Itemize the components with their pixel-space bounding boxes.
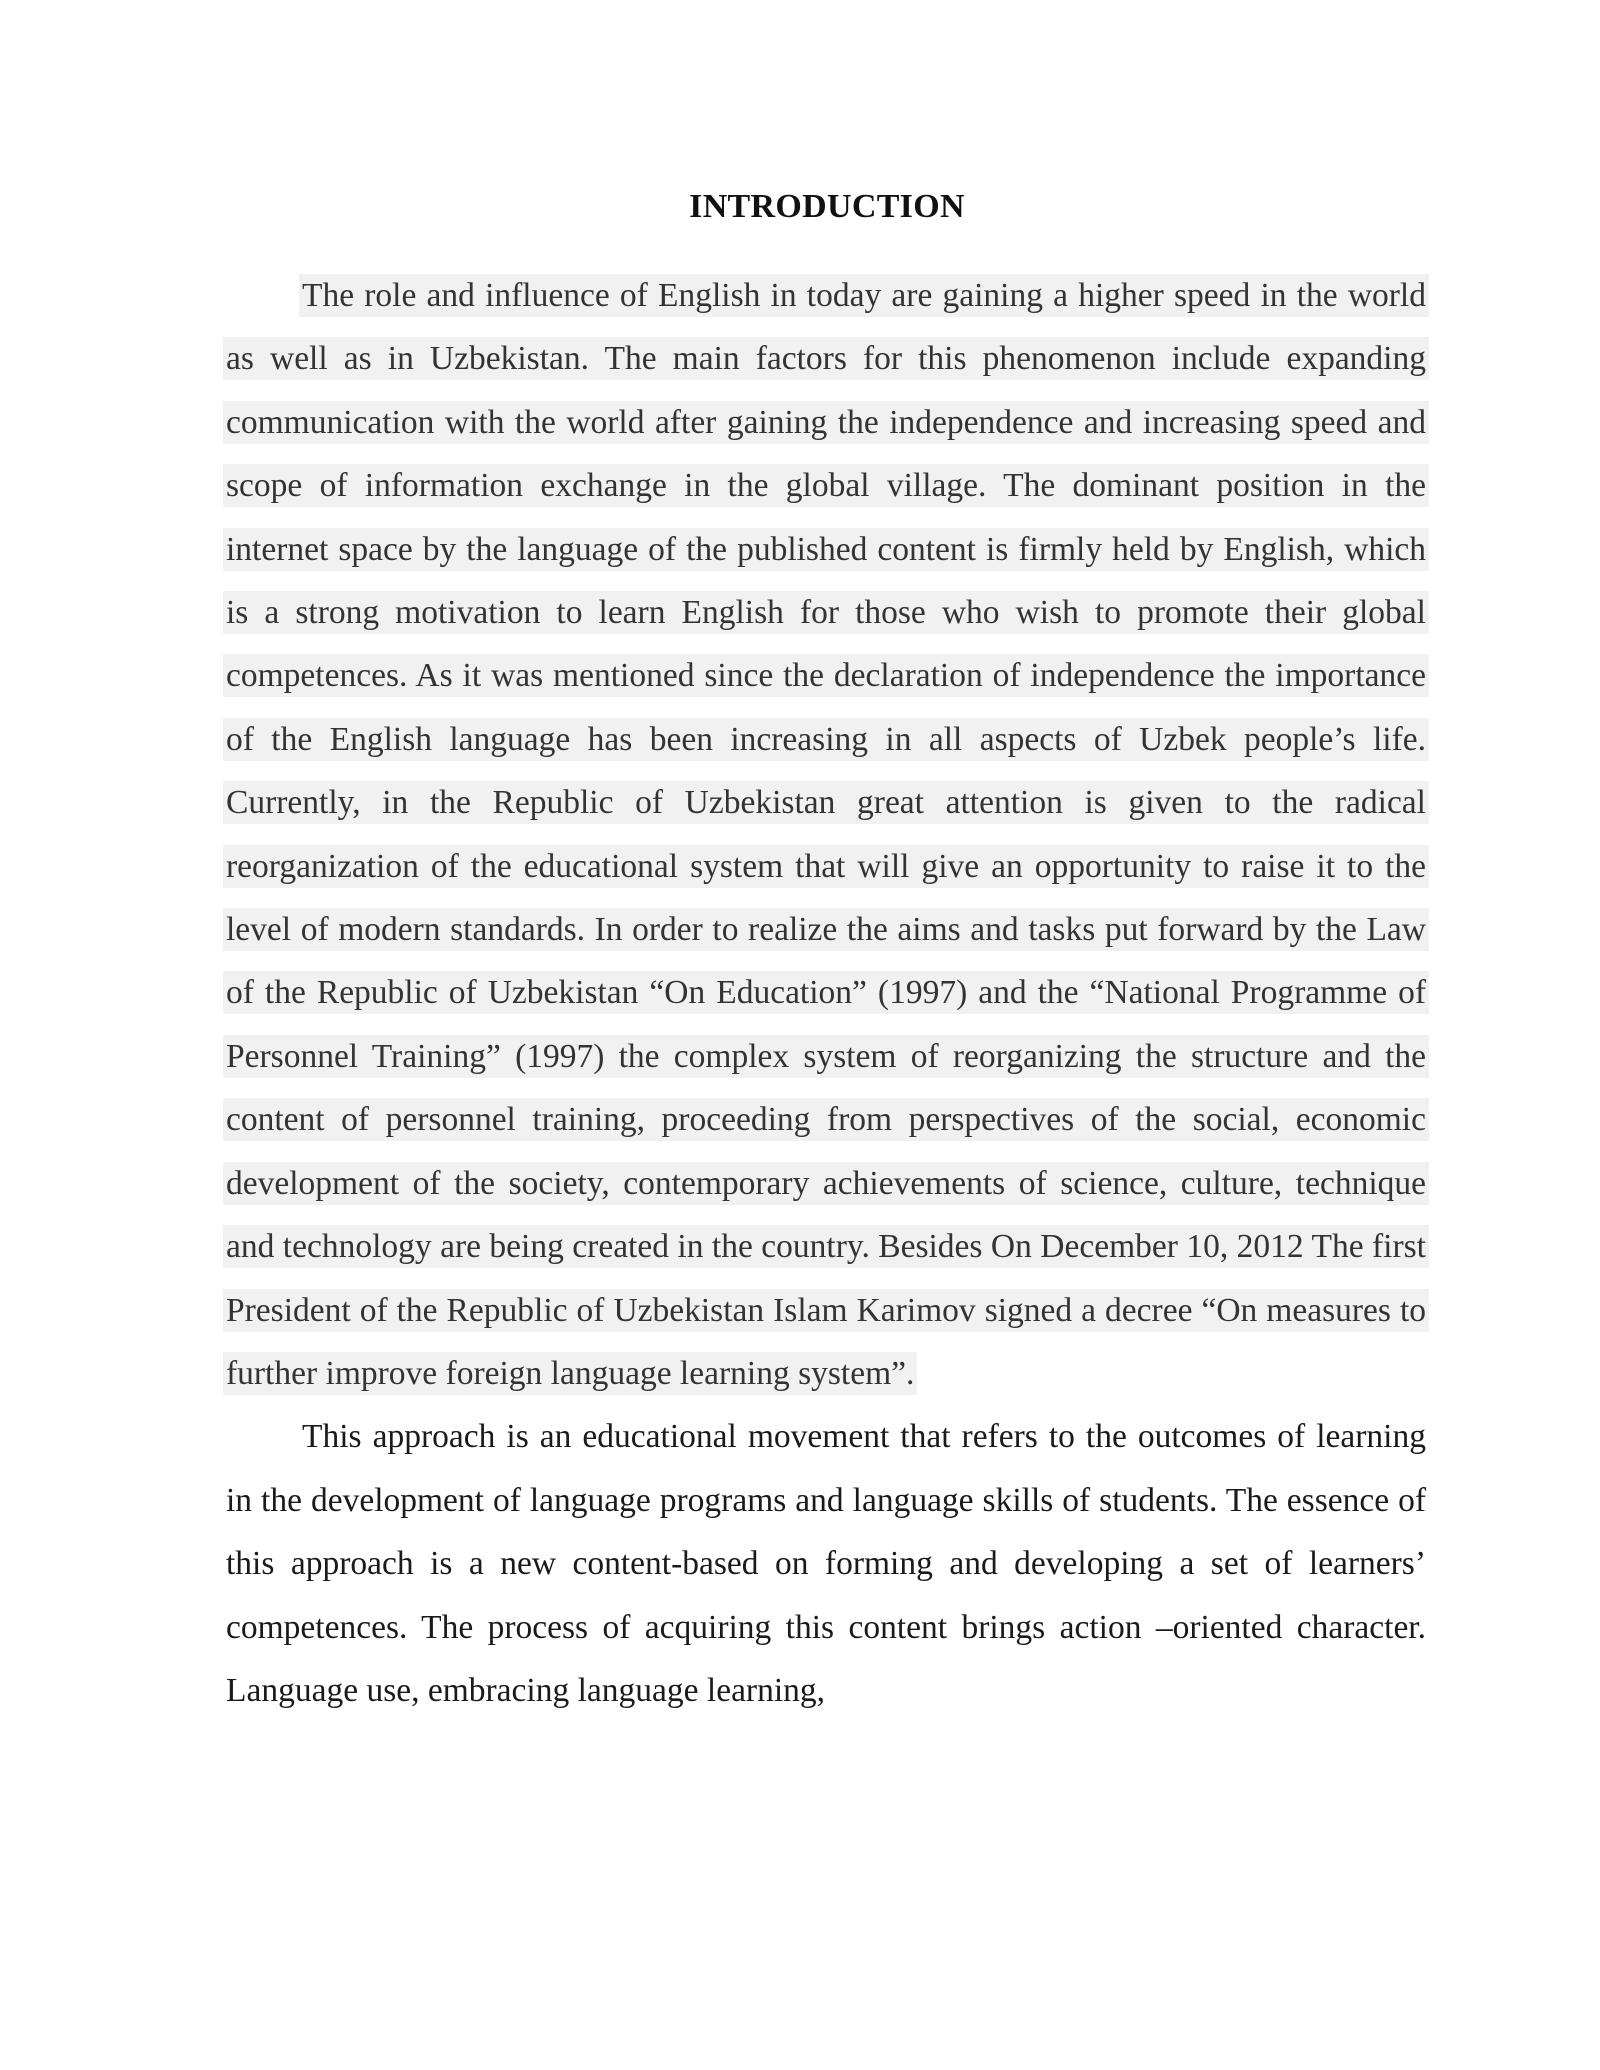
paragraph-2: [226, 1405, 1426, 1722]
paragraph-1-text: The role and influence of English in today are gaining a higher speed in the world as well as in Uzbekistan. The main factors for this phenomenon include expanding communication with the world after gaining the independence and increasing speed and scope of information exchange in the global village. The dominant position in the internet space by the language of the published content is firmly held by English, which is a strong motivation to learn English for those who wish to promote their global competences. As it was mentioned since the declaration of independence the importance of the English language has been increasing in all aspects of Uzbek people’s life. Currently, in the Republic of Uzbekistan great attention is given to the radical reorganization of the educational system that will give an opportunity to raise it to the level of modern standards. In order to realize the aims and tasks put forward by the Law of the Republic of Uzbekistan “On Education” (1997) and the “National Programme of Personnel Training” (1997) the complex system of reorganizing the structure and the content of personnel training, proceeding from perspectives of the social, economic development of the society, contemporary achievements of science, culture, technique and technology are being created in the country. Besides On December 10, 2012 The first President of the Republic of Uzbekistan Islam Karimov signed a decree “On measures to further improve foreign language learning system”.: [226, 277, 1426, 1392]
paragraph-1: [226, 264, 1426, 1405]
document-body: [226, 264, 1426, 1722]
page-title: INTRODUCTION: [689, 188, 965, 225]
paragraph-2-text: This approach is an educational movement that refers to the outcomes of learning in the development of language programs and language skills of students. The essence of this approach is a new content-based on forming and developing a set of learners’ competences. The process of acquiring this content brings action –oriented character. Language use, embracing language learning,: [226, 1418, 1426, 1709]
